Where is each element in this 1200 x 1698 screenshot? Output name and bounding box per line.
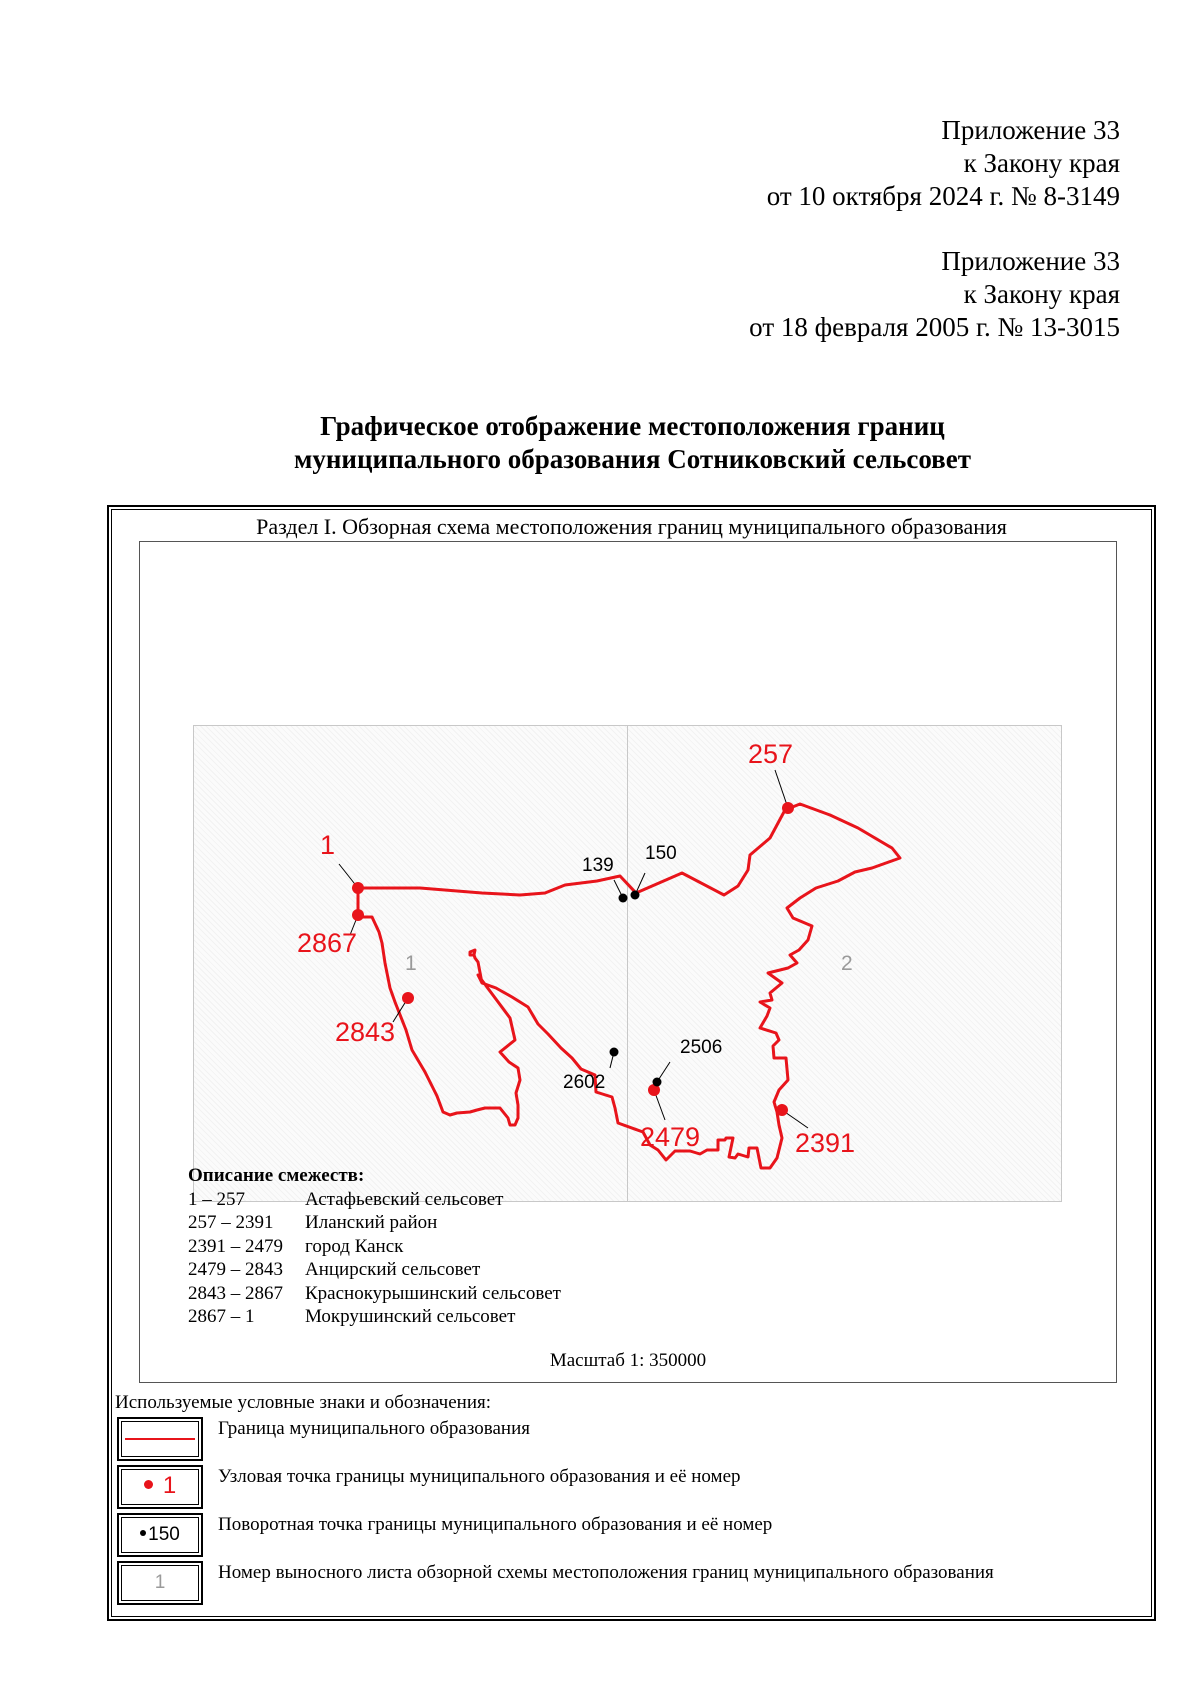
header-line: к Закону края bbox=[963, 148, 1120, 178]
adjacency-row bbox=[188, 1305, 561, 1329]
sheet-number-label: 1 bbox=[405, 952, 417, 975]
header-line: Приложение 33 bbox=[941, 246, 1120, 276]
adjacency-row bbox=[188, 1211, 561, 1235]
turn-point-label: 139 bbox=[582, 855, 614, 876]
turn-point-label: 2602 bbox=[563, 1072, 606, 1093]
turn-point-marker bbox=[610, 1048, 619, 1057]
turn-point-marker bbox=[619, 894, 628, 903]
legend-text-boundary: Граница муниципального образования bbox=[218, 1418, 530, 1439]
adjacency-row bbox=[188, 1235, 561, 1259]
node-point-marker bbox=[776, 1104, 788, 1116]
legend-sample-sheet: 1 bbox=[154, 1572, 166, 1593]
adjacency-row bbox=[188, 1282, 561, 1306]
node-point-label: 2867 bbox=[297, 928, 358, 958]
adjacency-range: 2479 – 2843 bbox=[188, 1259, 283, 1280]
node-point-marker bbox=[402, 992, 414, 1004]
adjacency-range: 2843 – 2867 bbox=[188, 1282, 283, 1304]
legend-symbol-node-point bbox=[117, 1465, 203, 1509]
legend-text-node-point: Узловая точка границы муниципального образования и её номер bbox=[218, 1466, 741, 1487]
adjacency-range: 2391 – 2479 bbox=[188, 1235, 283, 1257]
adjacency-neighbor: Краснокурышинский сельсовет bbox=[305, 1282, 561, 1304]
node-point-label: 257 bbox=[748, 739, 794, 769]
legend-sample-turn: 150 bbox=[148, 1524, 180, 1545]
turn-point-label: 2506 bbox=[680, 1037, 723, 1058]
red-dot-icon bbox=[144, 1480, 153, 1489]
section-title: Раздел I. Обзорная схема местоположения границ муниципального образования bbox=[256, 514, 1007, 539]
legend-symbol-turn-point bbox=[117, 1513, 203, 1557]
node-point-marker bbox=[352, 909, 364, 921]
adjacency-neighbor: Мокрушинский сельсовет bbox=[305, 1306, 516, 1327]
legend-text-turn-point: Поворотная точка границы муниципального образования и её номер bbox=[218, 1514, 773, 1535]
node-point-label: 2843 bbox=[335, 1017, 396, 1047]
legend-sample-node: 1 bbox=[162, 1472, 177, 1499]
boundary-line-symbol bbox=[125, 1438, 195, 1440]
legend-title: Используемые условные знаки и обозначения: bbox=[115, 1392, 492, 1413]
adjacency-range: 257 – 2391 bbox=[188, 1212, 274, 1233]
title-line-1: Графическое отображение местоположения границ bbox=[320, 411, 945, 441]
map-scale: Масштаб 1: 350000 bbox=[549, 1350, 707, 1371]
sheet-number-label: 2 bbox=[841, 952, 853, 975]
adjacency-row bbox=[188, 1188, 561, 1212]
turn-point-marker bbox=[631, 891, 640, 900]
adjacency-neighbor: Астафьевский сельсовет bbox=[305, 1188, 504, 1210]
node-point-marker bbox=[782, 802, 794, 814]
node-point-label: 2479 bbox=[640, 1122, 701, 1152]
legend-symbol-boundary bbox=[117, 1417, 203, 1461]
title-line-2: муниципального образования Сотниковский сельсовет bbox=[293, 444, 972, 474]
adjacency-neighbor: Анцирский сельсовет bbox=[305, 1259, 481, 1280]
header-line: от 10 октября 2024 г. № 8-3149 bbox=[766, 181, 1120, 211]
adjacency-range: 1 – 257 bbox=[188, 1188, 245, 1210]
boundary-line bbox=[355, 804, 900, 1168]
node-point-marker bbox=[352, 882, 364, 894]
legend-text-sheet-number: Номер выносного листа обзорной схемы местоположения границ муниципального образования bbox=[218, 1562, 994, 1583]
turn-point-marker bbox=[653, 1078, 662, 1087]
node-point-label: 1 bbox=[320, 830, 336, 860]
adjacency-neighbor: город Канск bbox=[305, 1235, 404, 1257]
adjacency-title: Описание смежеств: bbox=[188, 1165, 365, 1186]
legend-symbol-sheet-number bbox=[117, 1561, 203, 1605]
header-line: от 18 февраля 2005 г. № 13-3015 bbox=[749, 312, 1120, 342]
adjacency-range: 2867 – 1 bbox=[188, 1306, 255, 1327]
leader-line bbox=[775, 770, 788, 808]
header-line: Приложение 33 bbox=[941, 115, 1120, 145]
black-dot-icon bbox=[140, 1530, 146, 1536]
adjacency-row bbox=[188, 1258, 561, 1282]
header-line: к Закону края bbox=[963, 279, 1120, 309]
adjacency-description bbox=[188, 1164, 561, 1329]
adjacency-neighbor: Иланский район bbox=[305, 1212, 438, 1233]
turn-point-label: 150 bbox=[645, 843, 677, 864]
node-point-label: 2391 bbox=[795, 1128, 856, 1158]
